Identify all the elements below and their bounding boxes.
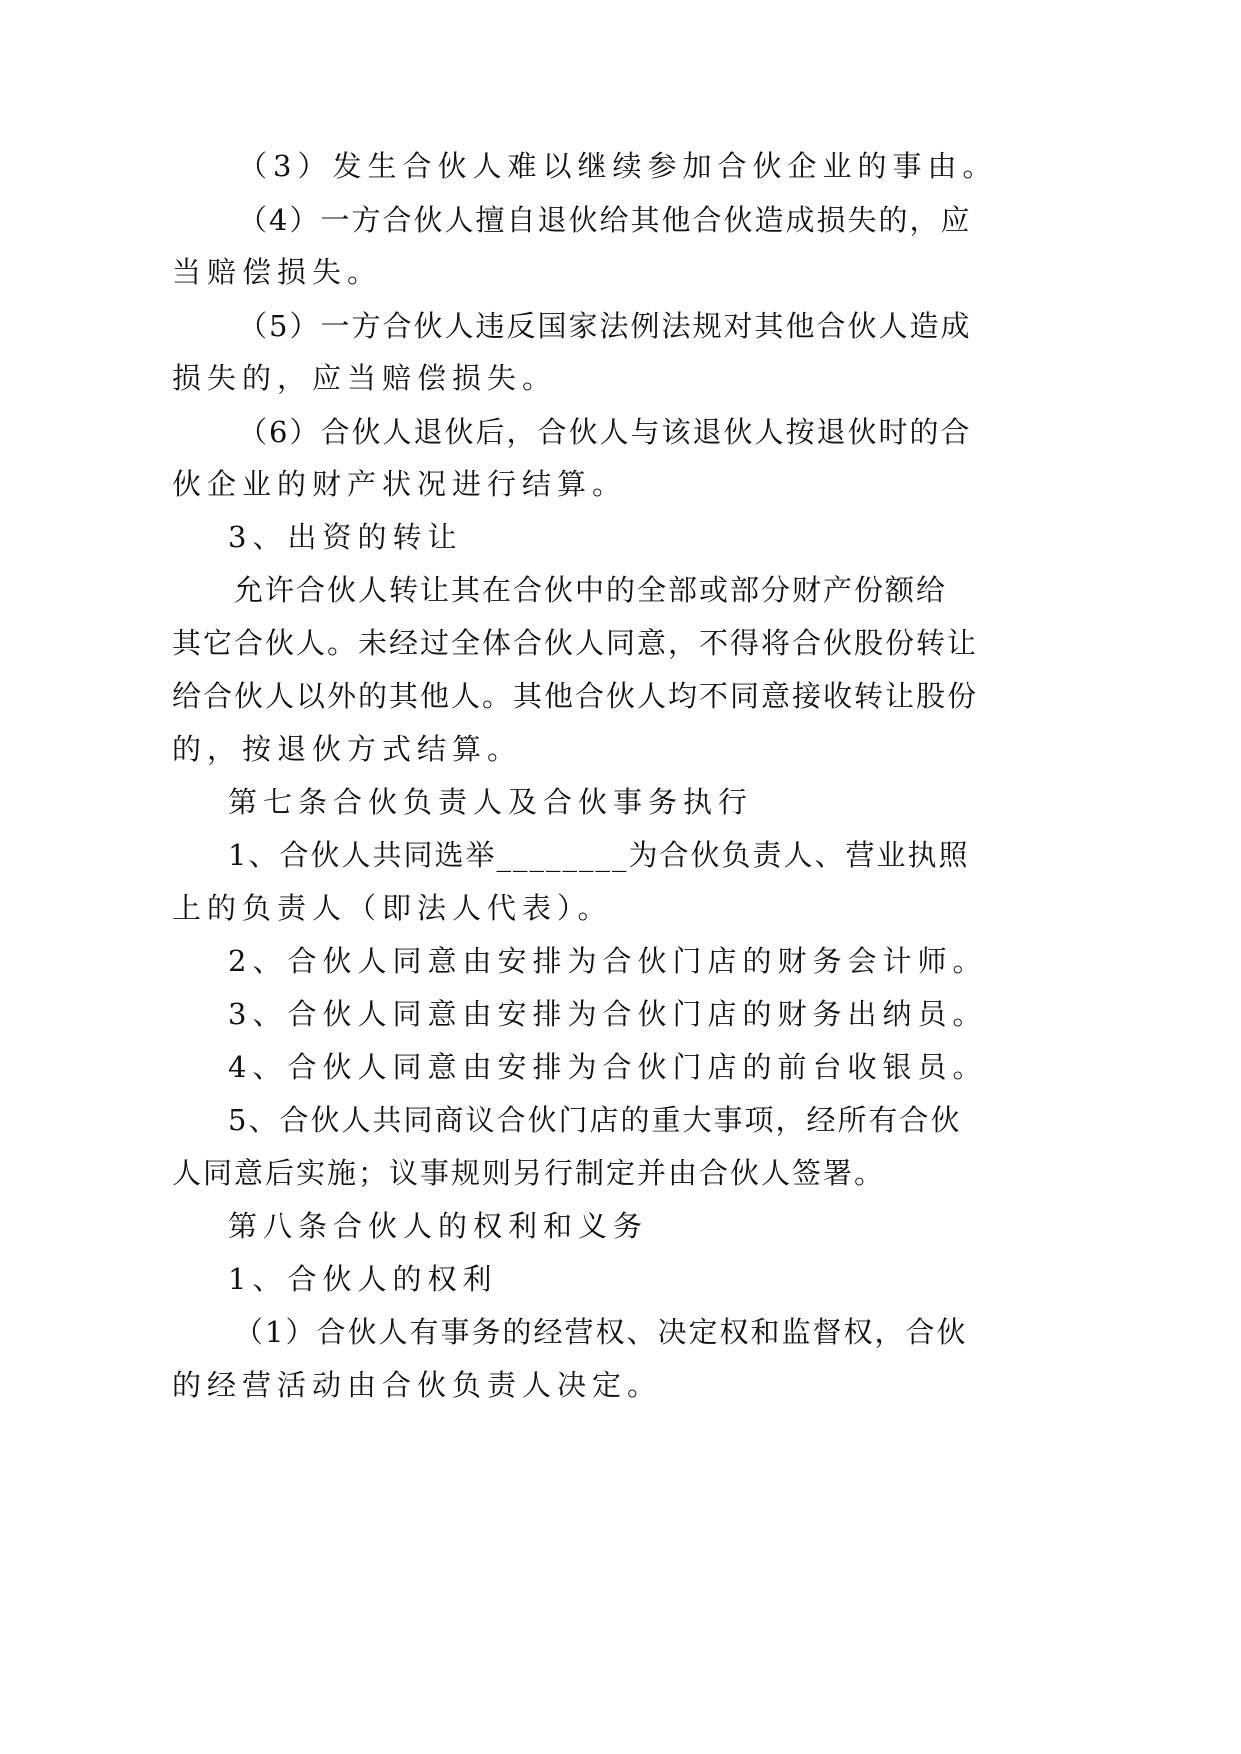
section-heading: 3、出资的转让 xyxy=(228,520,463,554)
text-line: 伙企业的财产状况进行结算。 xyxy=(172,467,628,501)
text-line: （6）合伙人退伙后，合伙人与该退伙人按退伙时的合 xyxy=(238,415,972,449)
text-line: 损失的，应当赔偿损失。 xyxy=(172,361,558,395)
text-line: 允许合伙人转让其在合伙中的全部或部分财产份额给 xyxy=(234,573,948,607)
text-line: 1、合伙人共同选举________为合伙负责人、营业执照 xyxy=(228,838,970,872)
section-heading: 1、合伙人的权利 xyxy=(228,1262,498,1296)
text-line: 其它合伙人。未经过全体合伙人同意，不得将合伙股份转让 xyxy=(172,626,979,660)
text-line: （1）合伙人有事务的经营权、决定权和监督权，合伙 xyxy=(234,1315,968,1349)
text-line: （4）一方合伙人擅自退伙给其他合伙造成损失的，应 xyxy=(238,203,972,237)
text-line: （5）一方合伙人违反国家法例法规对其他合伙人造成 xyxy=(238,309,972,343)
text-line: 4、合伙人同意由安排为合伙门店的前台收银员。 xyxy=(228,1050,988,1084)
article-heading: 第七条合伙负责人及合伙事务执行 xyxy=(228,785,754,819)
article-heading: 第八条合伙人的权利和义务 xyxy=(228,1209,649,1243)
text-line: 3、合伙人同意由安排为合伙门店的财务出纳员。 xyxy=(228,997,988,1031)
text-line: 人同意后实施；议事规则另行制定并由合伙人签署。 xyxy=(172,1156,886,1190)
text-line: 的，按退伙方式结算。 xyxy=(172,732,523,766)
text-line: 5、合伙人共同商议合伙门店的重大事项，经所有合伙 xyxy=(228,1103,962,1137)
text-line: （3）发生合伙人难以继续参加合伙企业的事由。 xyxy=(238,149,998,183)
text-line: 2、合伙人同意由安排为合伙门店的财务会计师。 xyxy=(228,944,988,978)
text-line: 上的负责人（即法人代表）。 xyxy=(172,891,613,925)
text-line: 当赔偿损失。 xyxy=(172,255,383,289)
text-line: 的经营活动由合伙负责人决定。 xyxy=(172,1368,663,1402)
text-line: 给合伙人以外的其他人。其他合伙人均不同意接收转让股份 xyxy=(172,679,979,713)
